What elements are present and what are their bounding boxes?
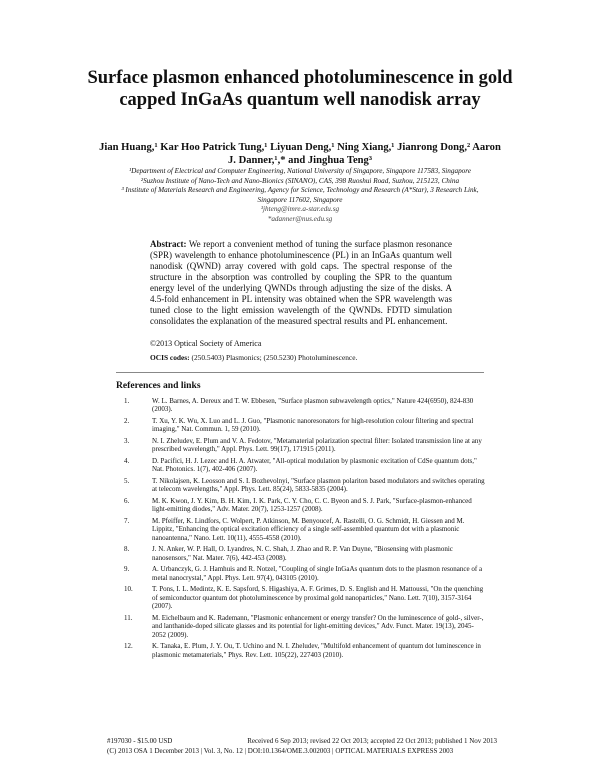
footer-row-1 [107, 737, 497, 747]
reference-text: A. Urbanczyk, G. J. Hamhuis and R. Notzel, "Coupling of single InGaAs quantum dots to the plasmon resonance of a metal nanocrystal," Appl. Phys. Lett. 97(4), 043105 (2010). [152, 565, 483, 582]
reference-item [116, 497, 486, 514]
affiliation-2: ²Suzhou Institute of Nano-Tech and Nano-Bionics (SINANO), CAS, 398 Ruoshui Road, Suzhou, 215123, China [140, 176, 460, 185]
reference-item [116, 397, 486, 414]
reference-number: 6. [124, 497, 130, 505]
reference-number: 4. [124, 457, 130, 465]
email-danner[interactable]: *adanner@nus.edu.sg [267, 214, 333, 223]
reference-list [116, 397, 486, 662]
email-teng[interactable]: ³jhteng@imre.a-star.edu.sg [260, 205, 340, 214]
paper-title: Surface plasmon enhanced photoluminescence in gold capped InGaAs quantum well nanodisk array [87, 68, 513, 110]
author-list: Jian Huang,¹ Kar Hoo Patrick Tung,¹ Liyuan Deng,¹ Ning Xiang,¹ Jianrong Dong,² Aaron J. Danner,¹,* and Jinghua Teng³ [99, 142, 501, 166]
reference-number: 8. [124, 545, 130, 554]
reference-item [116, 477, 486, 494]
reference-text: W. L. Barnes, A. Dereux and T. W. Ebbesen, "Surface plasmon subwavelength optics," Nature 424(6950), 824-830 (2003). [152, 397, 474, 414]
reference-item [116, 457, 486, 474]
affiliation-1: ¹Department of Electrical and Computer Engineering, National University of Singapore, Singapore 117583, Singapore [129, 167, 471, 175]
ocis-label: OCIS codes: [150, 353, 190, 362]
abstract-label: Abstract: [150, 239, 187, 249]
ocis-text: (250.5403) Plasmonics; (250.5230) Photoluminescence. [191, 353, 358, 362]
reference-number: 11. [124, 613, 133, 622]
journal-citation: (C) 2013 OSA 1 December 2013 | Vol. 3, No. 12 | DOI:10.1364/OME.3.002003 | OPTICAL MATERIALS EXPRESS 2003 [107, 746, 454, 755]
publication-dates: Received 6 Sep 2013; revised 22 Oct 2013; accepted 22 Oct 2013; published 1 Nov 2013 [247, 737, 497, 745]
reference-number: 2. [124, 417, 130, 425]
reference-number: 1. [124, 397, 130, 405]
copyright: ©2013 Optical Society of America [150, 339, 262, 348]
reference-text: T. Nikolajsen, K. Leosson and S. I. Bozhevolnyi, "Surface plasmon polariton based modulators and switches operating at telecom wavelengths," Appl. Phys. Lett. 85(24), 5833-5835 (2004). [152, 477, 485, 494]
reference-text: K. Tanaka, E. Plum, J. Y. Ou, T. Uchino and N. I. Zheludev, "Multifold enhancement of quantum dot luminescence in plasmonic metamaterials," Phys. Rev. Lett. 105(22), 227403 (2010). [152, 642, 481, 659]
reference-text: D. Pacifici, H. J. Lezec and H. A. Atwater, "All-optical modulation by plasmonic excitation of CdSe quantum dots," Nat. Photonics. 1(7), 402-406 (2007). [152, 457, 477, 474]
affiliations [110, 167, 490, 225]
abstract-text: We report a convenient method of tuning the surface plasmon resonance (SPR) wavelength to enhance photoluminescence (PL) in an InGaAs quantum well nanodisk (QWND) array covered with gold caps. The spectral response of the structure in the absorption was controlled by coupling the SPR to the quantum energy level of the underlying QWNDs through adjusting the size of the disks. A 4.5-fold enhancement in PL intensity was obtained when the SPR wavelength was tuned close to the light emission wavelength of the QWNDs. FDTD simulation consolidates the explanation of the measured spectral results and PL enhancement. [150, 239, 452, 326]
reference-text: M. Pfeiffer, K. Lindfors, C. Wolpert, P. Atkinson, M. Benyoucef, A. Rastelli, O. G. Schmidt, H. Giessen and M. Lippitz, "Enhancing the optical excitation efficiency of a single self-assembled quantum dot with a plasmonic nanoantenna," Nano. Lett. 10(11), 4555-4558 (2010). [152, 517, 465, 542]
reference-number: 9. [124, 565, 130, 574]
reference-text: J. N. Anker, W. P. Hall, O. Lyandres, N. C. Shah, J. Zhao and R. P. Van Duyne, "Biosensing with plasmonic nanosensors," Nat. Mater. 7(6), 442-453 (2008). [152, 545, 453, 562]
reference-item [116, 642, 486, 659]
reference-text: T. Xu, Y. K. Wu, X. Luo and L. J. Guo, "Plasmonic nanoresonators for high-resolution colour filtering and spectral imaging," Nat. Commun. 1, 59 (2010). [152, 417, 474, 434]
reference-item [116, 585, 486, 610]
reference-text: M. Eichelbaum and K. Rademann, "Plasmonic enhancement or energy transfer? On the luminescence of gold-, silver-, and lanthanide-doped silicate glasses and its potential for light-emitting devices," Adv. Funct. Mater. 19(13), 2045-2052 (2009). [152, 613, 484, 639]
reference-number: 10. [124, 585, 133, 594]
reference-text: T. Pons, I. L. Medintz, K. E. Sapsford, S. Higashiya, A. F. Grimes, D. S. English and H. Mattoussi, "On the quenching of semiconductor quantum dot photoluminescence by proximal gold nanoparticles," Nano. Lett. 7(10), 3157-3164 (2007). [152, 585, 484, 611]
reference-item [116, 517, 486, 542]
page-footer [107, 737, 497, 756]
reference-number: 3. [124, 437, 130, 445]
reference-number: 5. [124, 477, 130, 485]
reference-number: 7. [124, 517, 130, 525]
references-heading: References and links [116, 380, 201, 391]
affiliation-3: ³ Institute of Materials Research and Engineering, Agency for Science, Technology and Research (A*Star), 3 Research Link, Singapore 117602, Singapore [121, 186, 479, 204]
section-divider [116, 372, 484, 373]
abstract [150, 239, 452, 327]
footer-row-2 [107, 747, 497, 757]
reference-item [116, 565, 486, 582]
reference-text: M. K. Kwon, J. Y. Kim, B. H. Kim, I. K. Park, C. Y. Cho, C. C. Byeon and S. J. Park, "Surface-plasmon-enhanced light-emitting diodes," Adv. Mater. 20(7), 1253-1257 (2008). [152, 497, 472, 514]
article-id-price: #197030 - $15.00 USD [107, 737, 173, 745]
reference-item [116, 417, 486, 434]
reference-item [116, 437, 486, 454]
reference-item [116, 614, 486, 639]
ocis-codes [150, 353, 450, 363]
reference-number: 12. [124, 642, 133, 651]
reference-item [116, 545, 486, 562]
reference-text: N. I. Zheludev, E. Plum and V. A. Fedotov, "Metamaterial polarization spectral filter: Isolated transmission line at any prescribed wavelength," Appl. Phys. Lett. 99(17), 171915 (2011). [152, 437, 482, 454]
